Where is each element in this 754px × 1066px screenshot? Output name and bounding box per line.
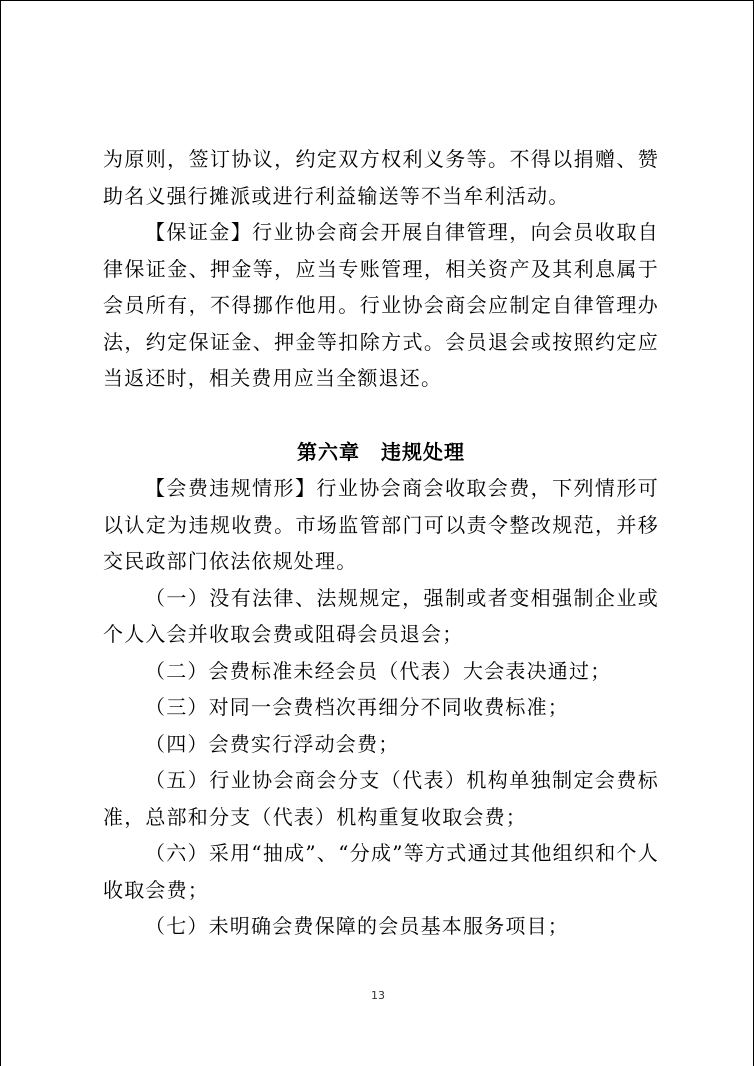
list-item: （七）未明确会费保障的会员基本服务项目；: [145, 914, 569, 938]
list-item: （六）采用“抽成”、“分成”等方式通过其他组织和个人收取会费；: [103, 841, 659, 902]
paragraph-deposit: 【保证金】行业协会商会开展自律管理，向会员收取自律保证金、押金等，应当专账管理，相关资产及其利息属于会员所有，不得挪作他用。行业协会商会应制定自律管理办法，约定保证金、押金等扣除方式。会员退会或按照约定应当返还时，相关费用应当全额退还。: [103, 220, 659, 390]
list-item: （一）没有法律、法规规定，强制或者变相强制企业或个人入会并收取会费或阻碍会员退会；: [103, 585, 659, 646]
list-item: （三）对同一会费档次再细分不同收费标准；: [145, 695, 569, 719]
page-content: [103, 141, 659, 945]
page-number: 13: [371, 989, 385, 1002]
chapter-heading: 第六章 违规处理: [297, 439, 465, 464]
list-item: （二）会费标准未经会员（代表）大会表决通过；: [145, 658, 612, 683]
paragraph-fee-violation: 【会费违规情形】行业协会商会收取会费，下列情形可以认定为违规收费。市场监管部门可以责令整改规范，并移交民政部门依法依规处理。: [103, 476, 659, 573]
paragraph-continuation: 为原则，签订协议，约定双方权利义务等。不得以捐赠、赞助名义强行摊派或进行利益输送等不当牟利活动。: [103, 147, 659, 208]
list-item: （五）行业协会商会分支（代表）机构单独制定会费标准，总部和分支（代表）机构重复收取会费；: [103, 768, 659, 829]
list-item: （四）会费实行浮动会费；: [145, 731, 400, 756]
